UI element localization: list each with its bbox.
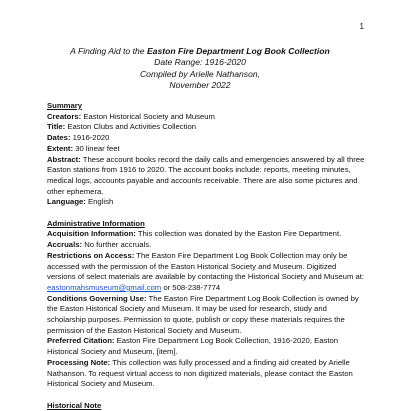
finding-aid-header bbox=[0, 46, 400, 92]
citation-field: Preferred Citation: Easton Fire Department Log Book Collection, 1916-2020, Easton Historical Society and Museum, [item]. bbox=[47, 336, 339, 357]
historical-heading: Historical Note bbox=[47, 400, 102, 410]
document-body bbox=[47, 101, 365, 411]
header-date-range: Date Range: 1916-2020 bbox=[154, 57, 246, 68]
accruals-field: Accruals: No further accruals. bbox=[47, 240, 152, 250]
header-compiler: Compiled by Arielle Nathanson, bbox=[139, 68, 261, 79]
collection-title: Easton Fire Department Log Book Collection bbox=[146, 46, 330, 56]
acquisition-field: Acquisition Information: This collection was donated by the Easton Fire Department. bbox=[47, 229, 342, 239]
restrictions-field: Restrictions on Access: The Easton Fire Department Log Book Collection may only be accessed with the permission of the Easton Historical Society and Museum. Digitized versions of select materials are available by contacting the Historical Society and Museum at: eastonmahsmuseum@gmail.com or 508-238-7774 bbox=[47, 250, 365, 292]
admin-heading: Administrative Information bbox=[47, 218, 145, 228]
extent-field: Extent: 30 linear feet bbox=[47, 143, 120, 153]
summary-heading: Summary bbox=[47, 101, 83, 110]
title-field: Title: Easton Clubs and Activities Collection bbox=[47, 122, 196, 132]
header-line-title: A Finding Aid to the Easton Fire Department Log Book Collection bbox=[70, 46, 330, 56]
header-date: November 2022 bbox=[169, 80, 231, 91]
creators-field: Creators: Easton Historical Society and Museum bbox=[47, 111, 215, 121]
conditions-field: Conditions Governing Use: The Easton Fire Department Log Book Collection is owned by the Easton Historical Society and Museum. It may be used for research, study and scholarship purposes. Permission to quote, publish or copy these materials requires the permission of the Easton Historical Society and Museum. bbox=[47, 293, 359, 335]
abstract-field: Abstract: These account books record the daily calls and emergencies answered by all three Easton stations from 1916 to 2020. The account books include: reports, meeting minutes, medical logs, accounts payable and accounts receivable. There are also some pictures and other ephemera. bbox=[47, 154, 365, 196]
dates-field: Dates: 1916-2020 bbox=[47, 133, 110, 143]
processing-field: Processing Note: This collection was fully processed and a finding aid created by Arielle Nathanson. To request virtual access to non digitized materials, please contact the Easton Historical Society and Museum. bbox=[47, 357, 353, 389]
page-number: 1 bbox=[359, 22, 364, 31]
language-field: Language: English bbox=[47, 197, 114, 207]
email-link[interactable]: eastonmahsmuseum@gmail.com bbox=[47, 282, 162, 292]
